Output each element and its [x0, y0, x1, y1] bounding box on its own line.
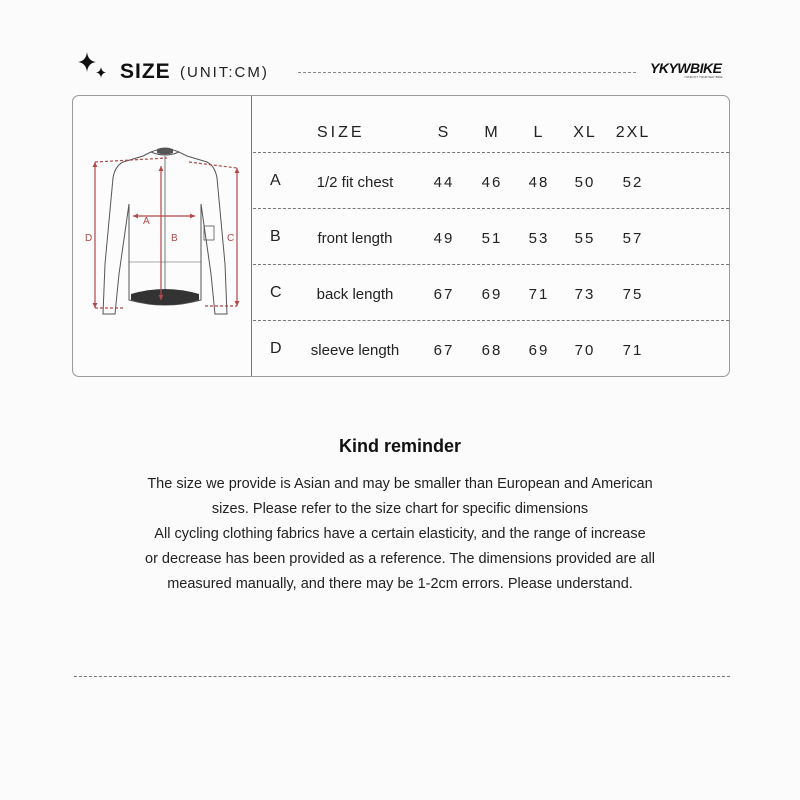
diagram-label-b: B — [171, 233, 178, 244]
diagram-label-c: C — [227, 233, 235, 244]
arrow-c-top — [235, 168, 240, 173]
cell-xl: 55 — [574, 230, 596, 247]
cell-l: 69 — [528, 342, 550, 359]
cell-xl: 73 — [574, 286, 596, 303]
cell-m: 51 — [481, 230, 503, 247]
table-row — [253, 208, 729, 265]
jersey-collar-band — [157, 148, 173, 155]
header-divider — [298, 72, 636, 73]
row-letter: D — [270, 340, 282, 357]
cell-m: 46 — [481, 174, 503, 191]
row-letter: C — [270, 284, 282, 301]
size-table — [72, 95, 730, 377]
cell-m: 69 — [481, 286, 503, 303]
cell-s: 44 — [433, 174, 455, 191]
cell-2xl: 52 — [622, 174, 644, 191]
col-header-2xl: 2XL — [615, 124, 651, 141]
unit-label: (UNIT:CM) — [180, 64, 269, 81]
size-column-header: SIZE — [317, 124, 365, 141]
row-measurement: sleeve length — [310, 342, 400, 359]
cell-s: 67 — [433, 286, 455, 303]
reminder-line: sizes. Please refer to the size chart for specific dimensions — [211, 501, 589, 517]
arrow-a-right — [190, 214, 195, 219]
cell-xl: 50 — [574, 174, 596, 191]
measure-top-bar — [95, 158, 167, 162]
table-row — [253, 320, 729, 376]
reminder-line: measured manually, and there may be 1-2cm errors. Please understand. — [167, 576, 633, 592]
logo-subtext: YOUR KIT YOUR WAY BIKE — [684, 75, 723, 79]
cell-l: 48 — [528, 174, 550, 191]
cell-l: 71 — [528, 286, 550, 303]
reminder-line: The size we provide is Asian and may be smaller than European and American — [147, 476, 653, 492]
diagram-label-d: D — [85, 233, 93, 244]
table-row — [253, 152, 729, 209]
table-header-row — [253, 96, 729, 153]
cell-2xl: 75 — [622, 286, 644, 303]
reminder-line: or decrease has been provided as a reference. The dimensions provided are all — [145, 551, 655, 567]
row-measurement: back length — [316, 286, 394, 303]
row-measurement: front length — [317, 230, 393, 247]
arrow-d-top — [93, 162, 98, 167]
reminder-title: Kind reminder — [338, 436, 462, 456]
logo-text: YKYWBIKE — [650, 60, 722, 76]
size-title: SIZE — [120, 60, 171, 83]
col-header-m: M — [484, 124, 500, 141]
row-measurement: 1/2 fit chest — [316, 174, 394, 191]
cell-xl: 70 — [574, 342, 596, 359]
arrow-c-bottom — [235, 301, 240, 306]
diagram-label-a: A — [143, 216, 150, 227]
arrow-a-left — [133, 214, 138, 219]
cell-l: 53 — [528, 230, 550, 247]
jersey-diagram-cell — [73, 96, 252, 376]
cell-s: 49 — [433, 230, 455, 247]
arrow-d-bottom — [93, 303, 98, 308]
row-letter: A — [270, 172, 281, 189]
sparkle-icon — [76, 50, 110, 82]
arrow-b-top — [159, 166, 164, 171]
jersey-diagram — [85, 144, 245, 334]
cell-m: 68 — [481, 342, 503, 359]
col-header-l: L — [533, 124, 545, 141]
cell-s: 67 — [433, 342, 455, 359]
cell-2xl: 71 — [622, 342, 644, 359]
brand-logo — [650, 60, 732, 82]
col-header-xl: XL — [573, 124, 597, 141]
header — [0, 0, 800, 100]
bottom-divider — [74, 676, 730, 677]
table-row — [253, 264, 729, 321]
row-letter: B — [270, 228, 281, 245]
cell-2xl: 57 — [622, 230, 644, 247]
reminder-line: All cycling clothing fabrics have a certain elasticity, and the range of increase — [154, 526, 646, 542]
reminder-body — [90, 472, 710, 597]
col-header-s: S — [437, 124, 451, 141]
